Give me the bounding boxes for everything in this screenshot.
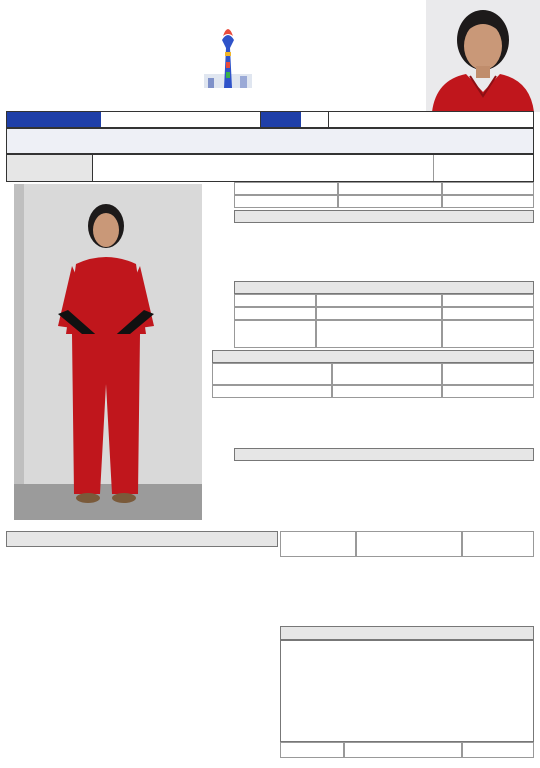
skills-section-header bbox=[6, 531, 278, 547]
marital-status-label bbox=[280, 531, 356, 557]
personal-data-header bbox=[234, 448, 534, 461]
english-value bbox=[316, 294, 442, 307]
contract-period-value bbox=[338, 195, 442, 208]
for-value bbox=[301, 112, 329, 127]
monthly-salary-label bbox=[234, 182, 338, 195]
profile-summary-box bbox=[280, 640, 534, 742]
monthly-salary-arabic bbox=[442, 182, 534, 195]
profile-summary-header bbox=[280, 626, 534, 640]
col-period bbox=[212, 363, 332, 385]
code-label bbox=[7, 112, 101, 127]
marital-status-value bbox=[356, 531, 462, 557]
col-position bbox=[442, 363, 534, 385]
english-arabic bbox=[442, 294, 534, 307]
headshot-photo bbox=[426, 0, 540, 112]
education-arabic bbox=[442, 320, 534, 348]
date-arabic bbox=[462, 742, 534, 758]
full-name-value bbox=[93, 155, 433, 181]
arabic-arabic bbox=[442, 307, 534, 320]
arabic-label bbox=[234, 307, 316, 320]
languages-section-header bbox=[234, 281, 534, 294]
full-name-label bbox=[7, 155, 93, 181]
date-value bbox=[344, 742, 462, 758]
passport-section-header bbox=[234, 210, 534, 223]
date-label bbox=[280, 742, 344, 758]
arabic-value bbox=[316, 307, 442, 320]
english-label bbox=[234, 294, 316, 307]
full-body-photo bbox=[14, 184, 202, 520]
contract-period-arabic bbox=[442, 195, 534, 208]
prev-row-1-period bbox=[212, 385, 332, 398]
for-label bbox=[261, 112, 301, 127]
prev-row-1-position bbox=[442, 385, 534, 398]
full-name-arabic bbox=[433, 155, 533, 181]
previous-employment-header bbox=[212, 350, 534, 363]
branch-value bbox=[101, 112, 261, 127]
prev-row-1-country bbox=[332, 385, 442, 398]
torch-tower-logo bbox=[204, 22, 252, 88]
contract-period-label bbox=[234, 195, 338, 208]
monthly-salary-value bbox=[338, 182, 442, 195]
code-phone bbox=[329, 112, 533, 127]
page-title bbox=[6, 128, 534, 154]
